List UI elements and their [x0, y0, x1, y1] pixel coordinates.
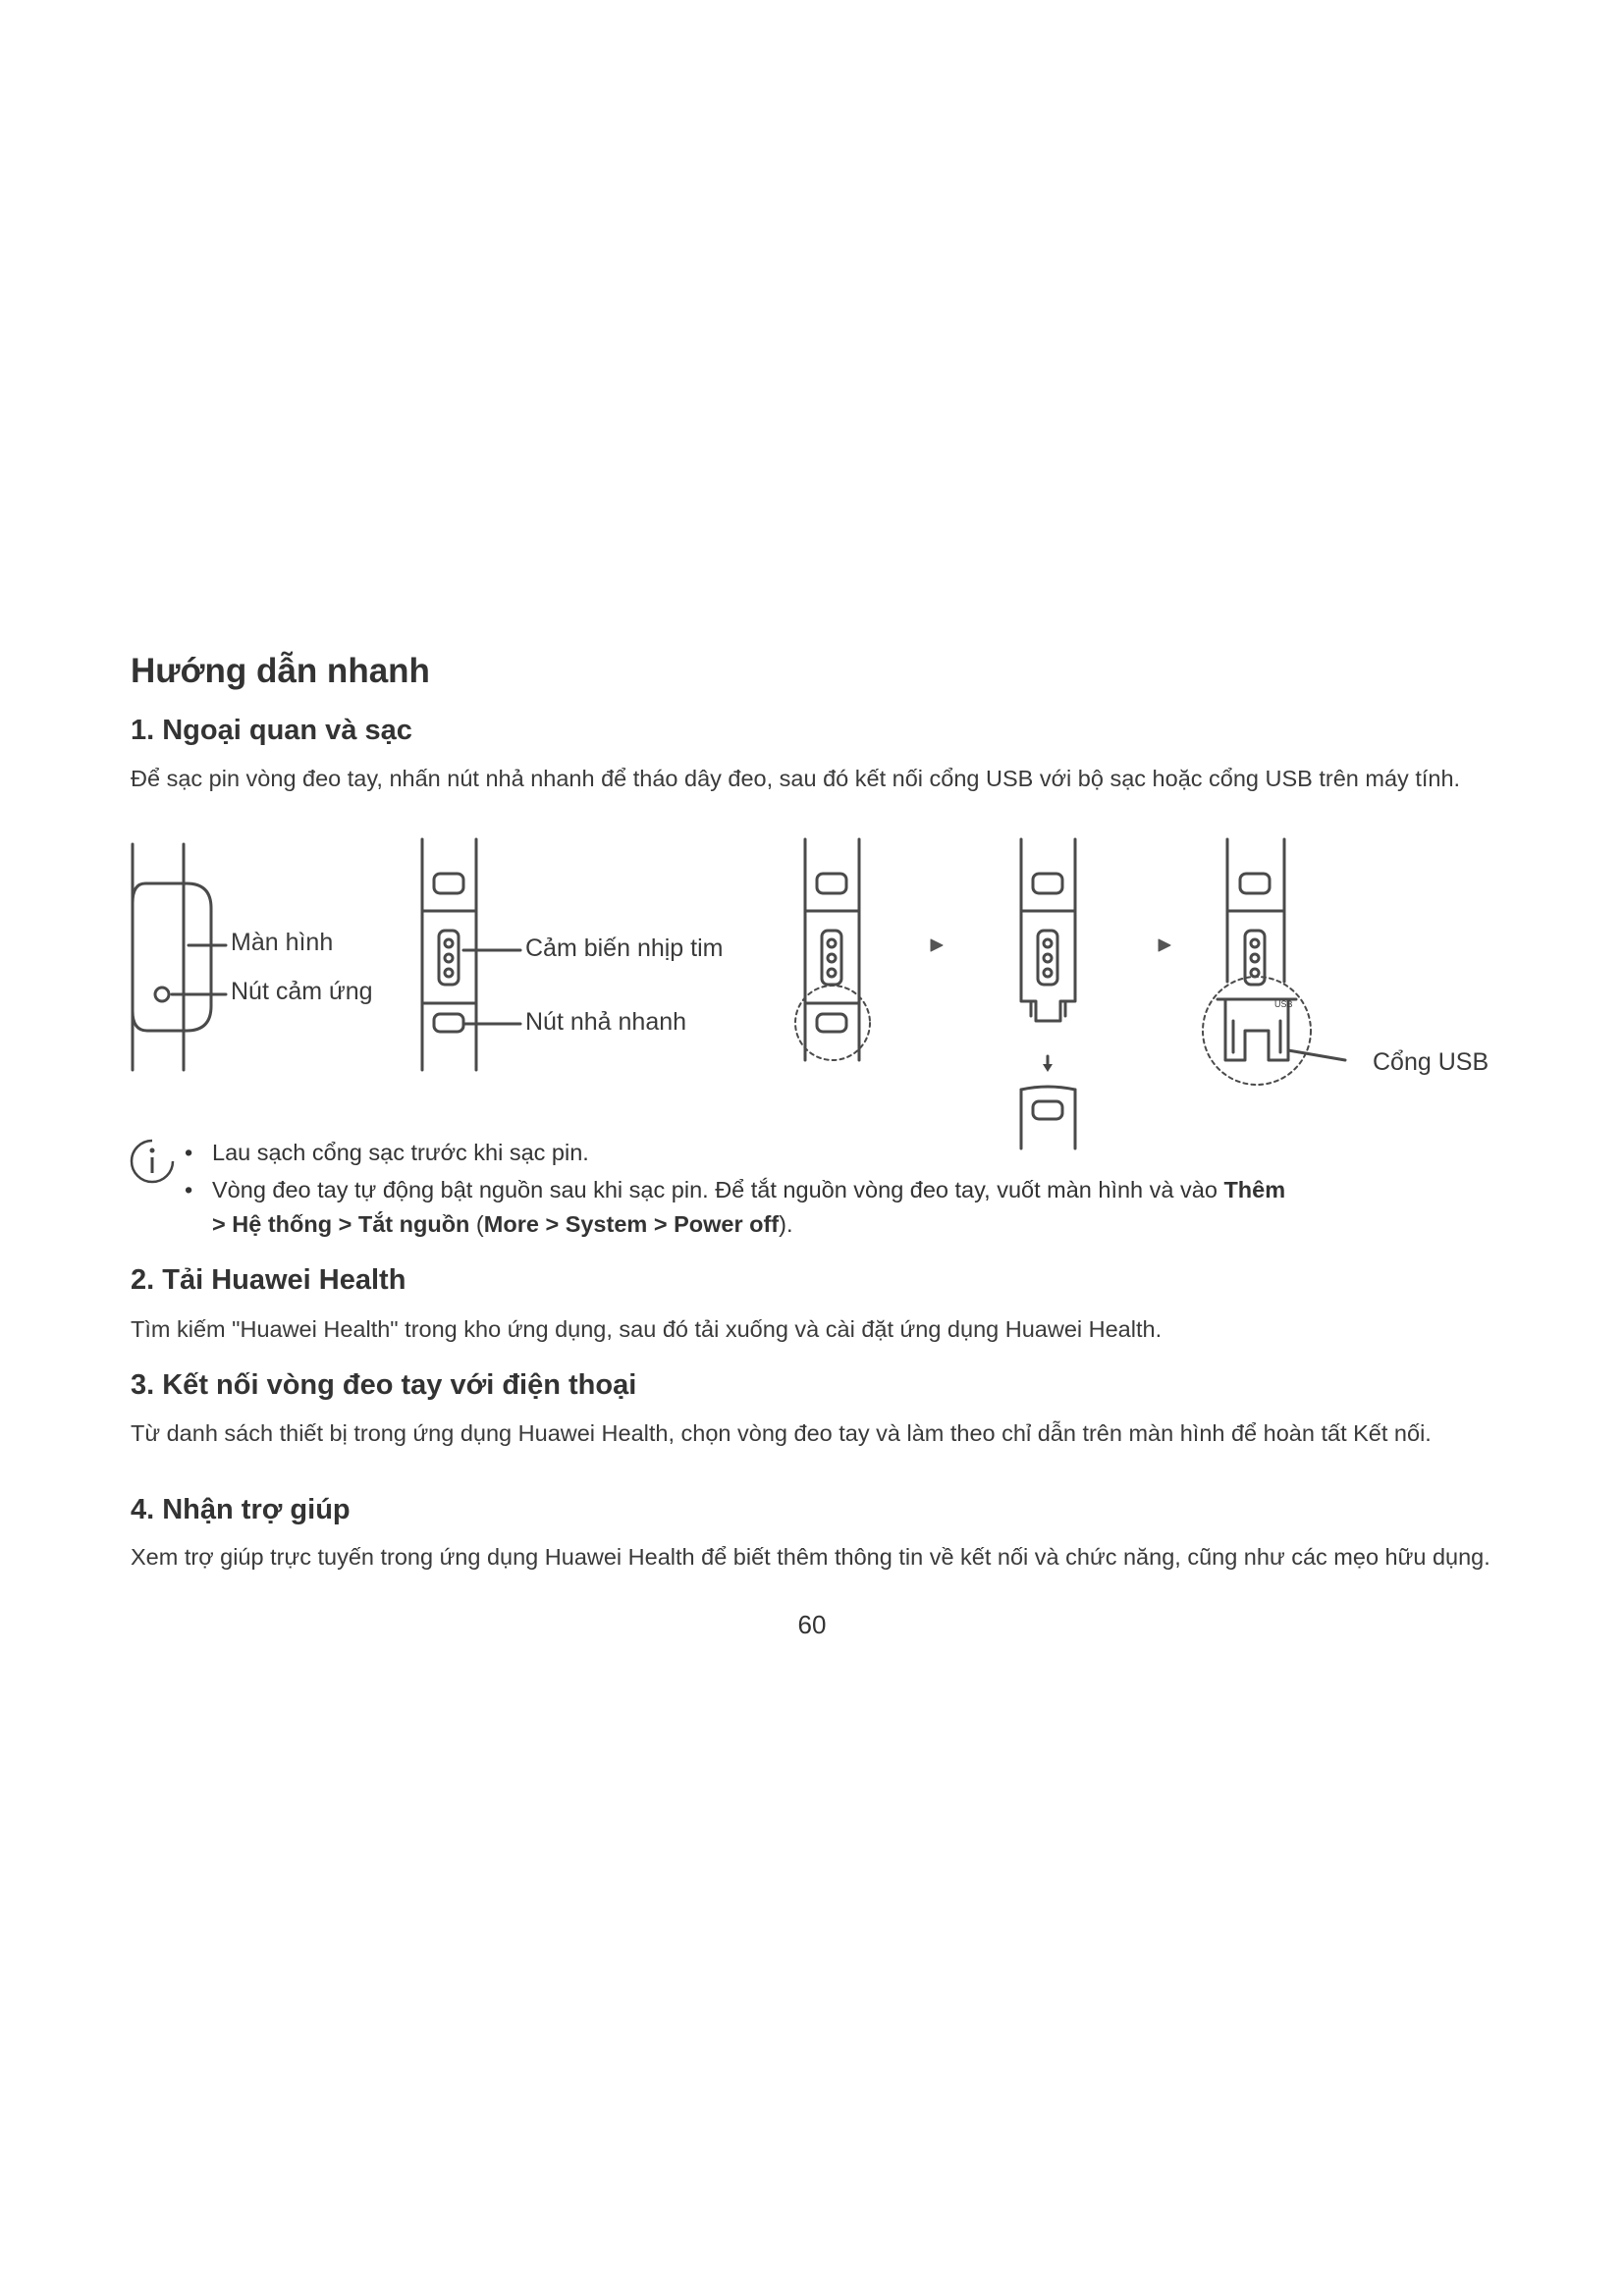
- section-heading-appearance-charging: 1. Ngoại quan và sạc: [131, 715, 412, 746]
- band-usb-port: [1203, 839, 1345, 1085]
- band-back-view: [422, 839, 520, 1070]
- section-heading-download: 2. Tải Huawei Health: [131, 1264, 406, 1296]
- arrow-right-icon: [931, 939, 943, 951]
- label-heart-rate-sensor: Cảm biến nhịp tim: [525, 934, 724, 962]
- label-touch-button: Nút cảm ứng: [231, 978, 373, 1005]
- label-quick-release-button: Nút nhả nhanh: [525, 1008, 687, 1036]
- label-usb-port: Cổng USB: [1373, 1048, 1489, 1076]
- page-title: Hướng dẫn nhanh: [131, 652, 430, 690]
- info-icon: [128, 1137, 177, 1186]
- note-item: • Lau sạch cổng sạc trước khi sạc pin.: [185, 1140, 589, 1165]
- note-item-continued: > Hệ thống > Tắt nguồn (More > System > Power off).: [212, 1211, 793, 1237]
- arrow-right-icon: [1159, 939, 1170, 951]
- section-text-help: Xem trợ giúp trực tuyến trong ứng dụng Huawei Health để biết thêm thông tin về kết nối và chức năng, cũng như các mẹo hữu dụng.: [131, 1544, 1490, 1570]
- band-front-view: [133, 844, 226, 1070]
- label-usb-small: USB: [1274, 999, 1293, 1009]
- section-text-download: Tìm kiếm "Huawei Health" trong kho ứng dụng, sau đó tải xuống và cài đặt ứng dụng Huawei Health.: [131, 1316, 1163, 1342]
- page-number: 60: [797, 1610, 827, 1639]
- band-separated: [1021, 839, 1075, 1148]
- section-text-appearance-charging: Để sạc pin vòng đeo tay, nhấn nút nhả nhanh để tháo dây đeo, sau đó kết nối cổng USB với bộ sạc hoặc cổng USB trên máy tính.: [131, 766, 1461, 791]
- note-item: • Vòng đeo tay tự động bật nguồn sau khi sạc pin. Để tắt nguồn vòng đeo tay, vuốt màn hình và vào Thêm: [185, 1177, 1286, 1202]
- band-release-highlight: [795, 839, 870, 1060]
- label-screen: Màn hình: [231, 929, 334, 956]
- arrow-down-icon: [1043, 1064, 1053, 1072]
- section-heading-pairing: 3. Kết nối vòng đeo tay với điện thoại: [131, 1369, 637, 1401]
- section-heading-help: 4. Nhận trợ giúp: [131, 1494, 351, 1525]
- band-charging-figure: [118, 825, 1512, 1158]
- section-text-pairing: Từ danh sách thiết bị trong ứng dụng Huawei Health, chọn vòng đeo tay và làm theo chỉ dẫn trên màn hình để hoàn tất Kết nối.: [131, 1420, 1432, 1446]
